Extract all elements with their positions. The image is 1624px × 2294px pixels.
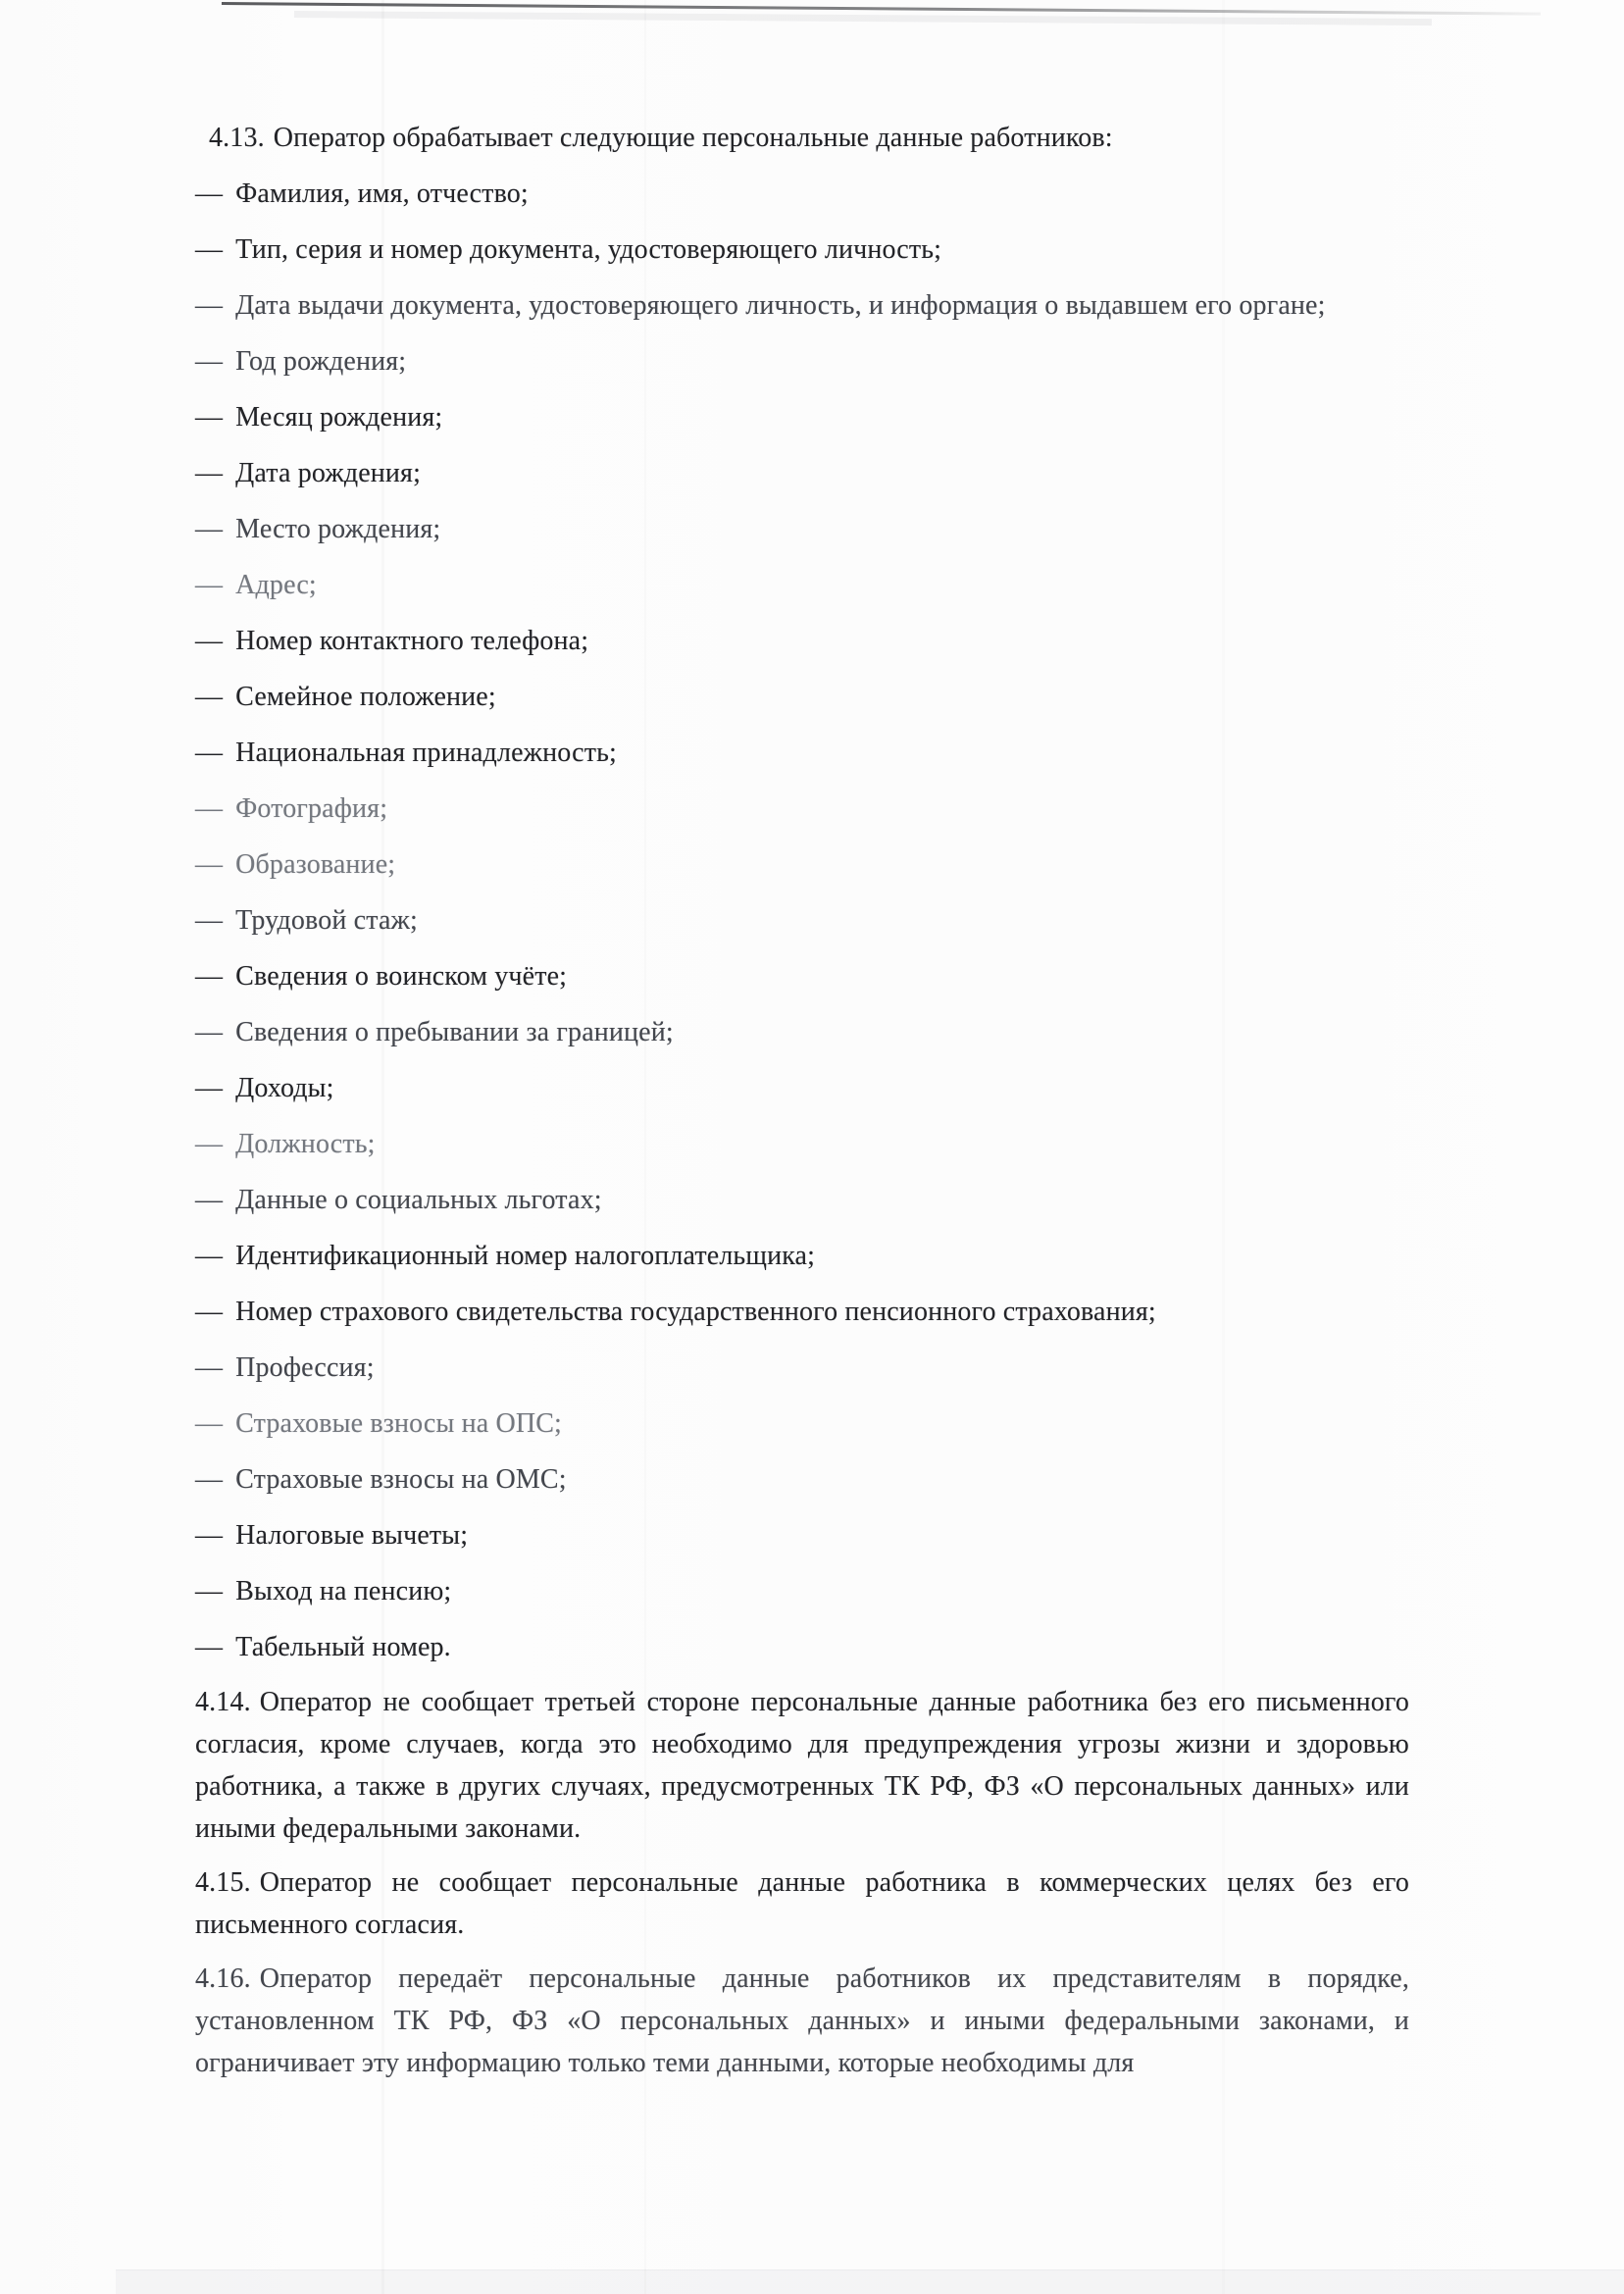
- section-heading: [195, 116, 1409, 160]
- list-item-text: Месяц рождения;: [235, 402, 443, 433]
- list-dash: —: [195, 1576, 224, 1606]
- list-dash: —: [195, 1185, 224, 1215]
- section-heading-text: Оператор обрабатывает следующие персональные данные работников:: [273, 123, 1113, 153]
- list-item: [195, 1234, 1409, 1278]
- list-item: [195, 228, 1409, 272]
- list-item-text: Тип, серия и номер документа, удостоверяющего личность;: [235, 234, 942, 265]
- paragraph-text: Оператор передаёт персональные данные работников их представителям в порядке, установленном ТК РФ, ФЗ «О персональных данных» и иными федеральными законами, и ограничивает эту информацию только теми данными, которые необходимы для: [195, 1963, 1409, 2078]
- list-dash: —: [195, 178, 224, 209]
- list-dash: —: [195, 402, 224, 433]
- paragraph-number: 4.14.: [195, 1687, 251, 1717]
- list-item-text: Национальная принадлежность;: [235, 738, 617, 768]
- list-dash: —: [195, 961, 224, 992]
- list-item: [195, 339, 1409, 383]
- paragraph-number: 4.15.: [195, 1867, 251, 1898]
- list-dash: —: [195, 626, 224, 656]
- list-item: [195, 395, 1409, 439]
- list-item: [195, 563, 1409, 607]
- list-item: [195, 1569, 1409, 1613]
- paragraph-text: Оператор не сообщает персональные данные работника в коммерческих целях без его письменного согласия.: [195, 1867, 1409, 1940]
- list-dash: —: [195, 1408, 224, 1439]
- list-item-text: Фотография;: [235, 793, 388, 824]
- list-dash: —: [195, 514, 224, 544]
- list-item: [195, 842, 1409, 887]
- list-item: [195, 787, 1409, 831]
- list-dash: —: [195, 1352, 224, 1383]
- scan-artifact-bottom-edge: [116, 2269, 1624, 2294]
- list-item: [195, 1290, 1409, 1334]
- document-content: [195, 116, 1409, 2096]
- list-item-text: Идентификационный номер налогоплательщика;: [235, 1241, 816, 1271]
- list-item-text: Профессия;: [235, 1352, 375, 1383]
- list-item-text: Выход на пенсию;: [235, 1576, 452, 1606]
- list-dash: —: [195, 849, 224, 880]
- list-dash: —: [195, 1241, 224, 1271]
- list-item: [195, 1346, 1409, 1390]
- paragraph: [195, 1861, 1409, 1946]
- list-item: [195, 898, 1409, 943]
- list-item-text: Должность;: [235, 1129, 376, 1159]
- list-item-text: Страховые взносы на ОМС;: [235, 1464, 567, 1495]
- list-dash: —: [195, 346, 224, 377]
- list-item: [195, 619, 1409, 663]
- section-number: 4.13.: [209, 123, 265, 153]
- list-dash: —: [195, 682, 224, 712]
- list-item-text: Налоговые вычеты;: [235, 1520, 469, 1551]
- list-item-text: Сведения о пребывании за границей;: [235, 1017, 674, 1047]
- list-item: [195, 675, 1409, 719]
- list-item: [195, 283, 1409, 328]
- list-item: [195, 507, 1409, 551]
- list-dash: —: [195, 1073, 224, 1103]
- list-item: [195, 451, 1409, 495]
- list-dash: —: [195, 1129, 224, 1159]
- list-item-text: Образование;: [235, 849, 396, 880]
- list-item-text: Трудовой стаж;: [235, 905, 418, 936]
- list-item: [195, 1625, 1409, 1669]
- list-item: [195, 172, 1409, 216]
- list-item: [195, 1066, 1409, 1110]
- list-item-text: Адрес;: [235, 570, 317, 600]
- list-item-text: Страховые взносы на ОПС;: [235, 1408, 562, 1439]
- list-item: [195, 731, 1409, 775]
- list-dash: —: [195, 1632, 224, 1662]
- paragraph-number: 4.16.: [195, 1963, 251, 1994]
- list-item: [195, 1513, 1409, 1557]
- list-item: [195, 1122, 1409, 1166]
- list-dash: —: [195, 570, 224, 600]
- paragraph: [195, 1681, 1409, 1850]
- list-item: [195, 1457, 1409, 1502]
- list-item-text: Дата выдачи документа, удостоверяющего личность, и информация о выдавшем его органе;: [235, 290, 1326, 321]
- list-dash: —: [195, 1017, 224, 1047]
- list-item: [195, 1010, 1409, 1054]
- list-item-text: Семейное положение;: [235, 682, 496, 712]
- list-item-text: Место рождения;: [235, 514, 441, 544]
- list-dash: —: [195, 1520, 224, 1551]
- list-item: [195, 954, 1409, 998]
- list-item-text: Данные о социальных льготах;: [235, 1185, 602, 1215]
- list-item-text: Табельный номер.: [235, 1632, 451, 1662]
- list-item-text: Номер страхового свидетельства государственного пенсионного страхования;: [235, 1297, 1156, 1327]
- list-item-text: Сведения о воинском учёте;: [235, 961, 568, 992]
- list-item-text: Год рождения;: [235, 346, 407, 377]
- list-item-text: Дата рождения;: [235, 458, 422, 488]
- list-item-text: Доходы;: [235, 1073, 334, 1103]
- list-dash: —: [195, 793, 224, 824]
- list-dash: —: [195, 290, 224, 321]
- list-item-text: Фамилия, имя, отчество;: [235, 178, 529, 209]
- list-dash: —: [195, 738, 224, 768]
- list-item: [195, 1178, 1409, 1222]
- paragraph: [195, 1958, 1409, 2084]
- list-dash: —: [195, 458, 224, 488]
- paragraph-text: Оператор не сообщает третьей стороне персональные данные работника без его письменного согласия, кроме случаев, когда это необходимо для предупреждения угрозы жизни и здоровью работника, а также в других случаях, предусмотренных ТК РФ, ФЗ «О персональных данных» или иными федеральными законами.: [195, 1687, 1409, 1844]
- list-dash: —: [195, 1297, 224, 1327]
- list-dash: —: [195, 234, 224, 265]
- list-dash: —: [195, 1464, 224, 1495]
- list-item: [195, 1402, 1409, 1446]
- list-item-text: Номер контактного телефона;: [235, 626, 589, 656]
- list-dash: —: [195, 905, 224, 936]
